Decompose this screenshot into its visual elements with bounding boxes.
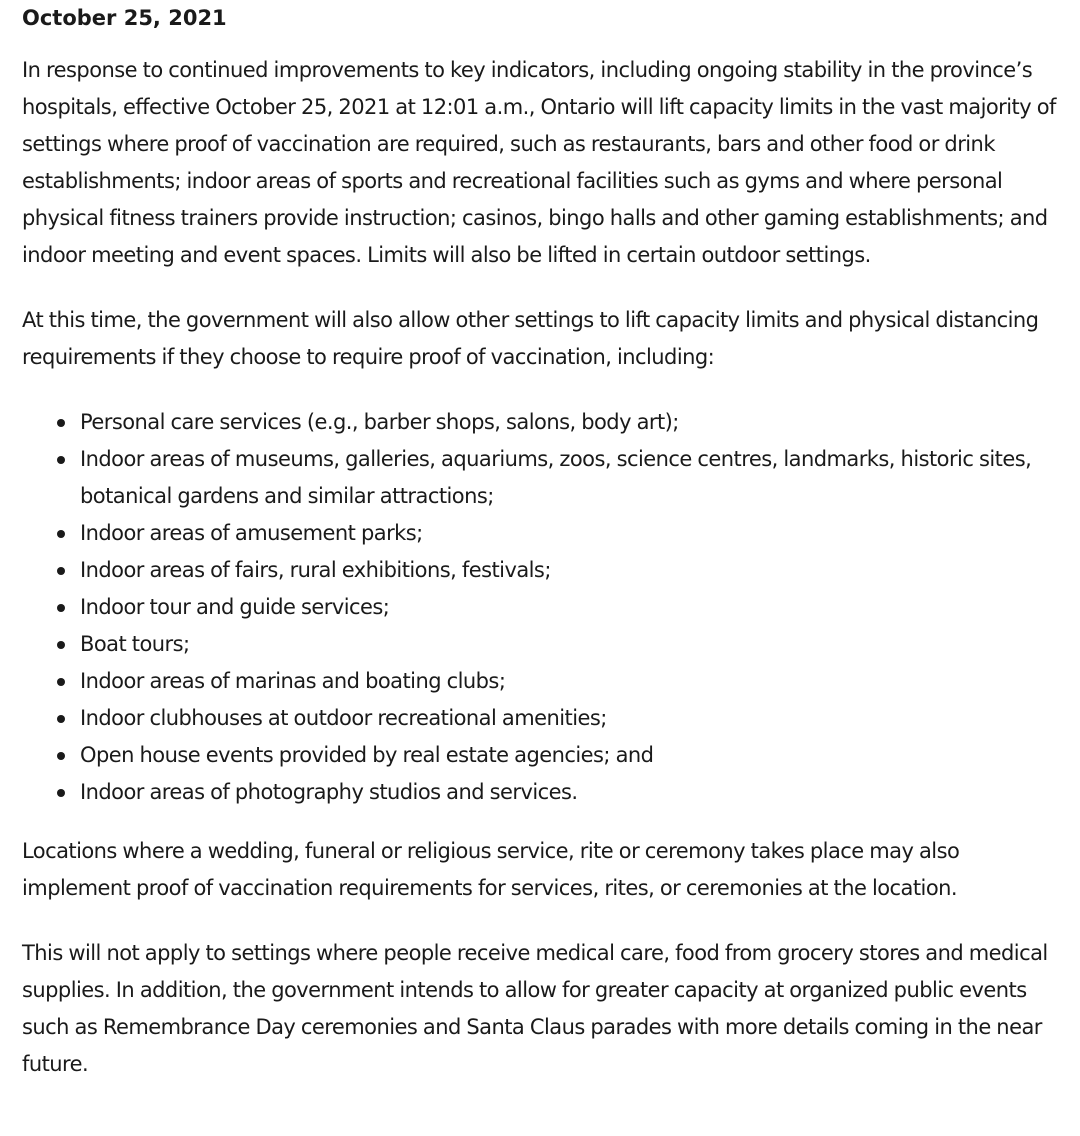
ceremonies-paragraph: Locations where a wedding, funeral or religious service, rite or ceremony takes place may also implement proof of vaccination requirements for services, rites, or ceremonies at the location. [22, 839, 960, 900]
list-item: Indoor clubhouses at outdoor recreational amenities; [80, 700, 1058, 737]
list-item: Indoor tour and guide services; [80, 589, 1058, 626]
exemptions-paragraph: This will not apply to settings where people receive medical care, food from grocery stores and medical supplies. In addition, the government intends to allow for greater capacity at organized public events such as Remembrance Day ceremonies and Santa Claus parades with more details coming in the near future. [22, 941, 1048, 1076]
list-item: Indoor areas of marinas and boating clubs; [80, 663, 1058, 700]
list-item: Open house events provided by real estate agencies; and [80, 737, 1058, 774]
list-item: Indoor areas of fairs, rural exhibitions, festivals; [80, 552, 1058, 589]
list-item: Indoor areas of museums, galleries, aquariums, zoos, science centres, landmarks, historic sites, botanical gardens and similar attractions; [80, 441, 1058, 515]
other-settings-paragraph: At this time, the government will also allow other settings to lift capacity limits and physical distancing requirements if they choose to require proof of vaccination, including: [22, 308, 1039, 369]
list-item: Boat tours; [80, 626, 1058, 663]
list-item: Personal care services (e.g., barber shops, salons, body art); [80, 404, 1058, 441]
list-item: Indoor areas of amusement parks; [80, 515, 1058, 552]
intro-paragraph: In response to continued improvements to key indicators, including ongoing stability in the province’s hospitals, effective October 25, 2021 at 12:01 a.m., Ontario will lift capacity limits in the vast majority of settings where proof of vaccination are required, such as restaurants, bars and other food or drink establishments; indoor areas of sports and recreational facilities such as gyms and where personal physical fitness trainers provide instruction; casinos, bingo halls and other gaming establishments; and indoor meeting and event spaces. Limits will also be lifted in certain outdoor settings. [22, 58, 1056, 267]
settings-bullet-list [22, 404, 1058, 811]
date-heading: October 25, 2021 [22, 6, 227, 30]
list-item: Indoor areas of photography studios and services. [80, 774, 1058, 811]
